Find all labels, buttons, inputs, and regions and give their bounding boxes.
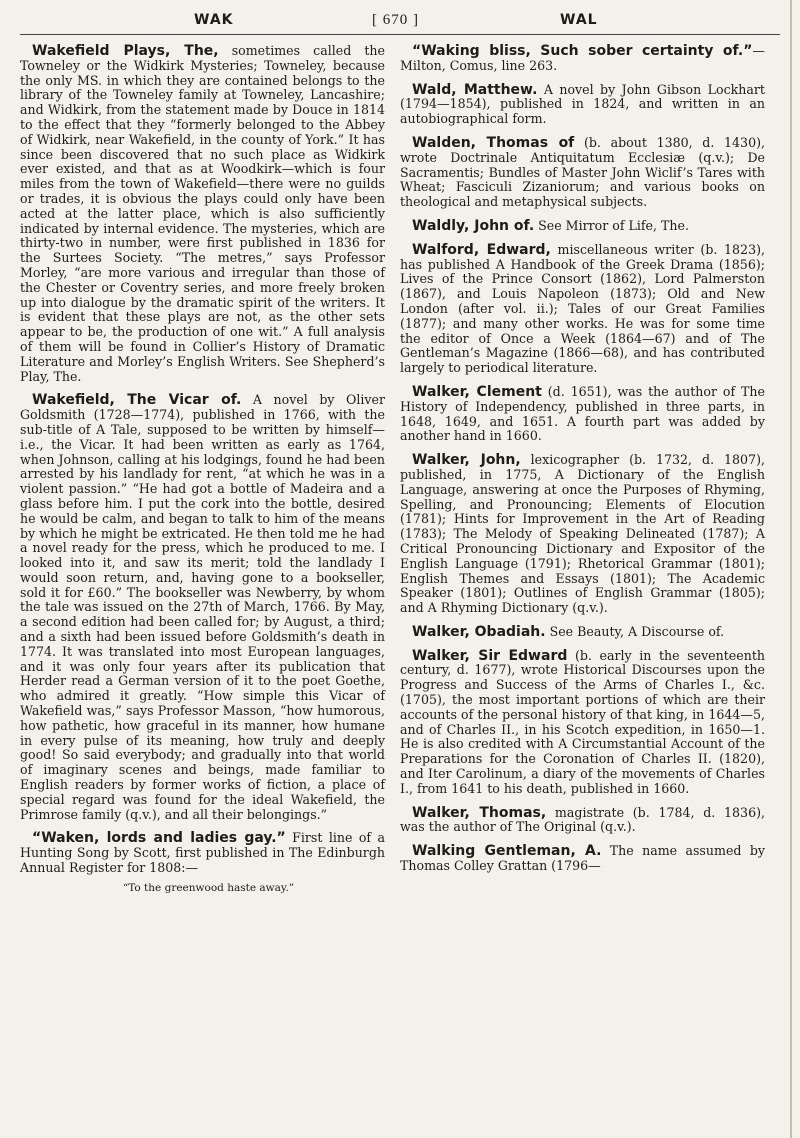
entry-headword: Walford, Edward, <box>412 241 551 258</box>
entry-text: sometimes called the Towneley or the Widkirk Mysteries; Towneley, because the only MS. in which they are contained belongs to the library of the Towneley family at Towneley, Lancashire; and Widkirk, from the statement made by Douce in 1814 to the effect that they “formerly belonged to the Abbey of Widkirk, near Wakefield, in the county of York.” It has since been discovered that no such place as Widkirk ever existed, and that as at Woodkirk—which is four miles from the town of Wakefield—there were no guilds or trades, it is obvious the plays could only have been acted at the latter place, which is also sufficiently indicated by internal evidence. The mysteries, which are thirty-two in number, were first published in 1836 for the Surtees Society. “The metres,” says Professor Morley, “are more various and irregular than those of the Chester or Coventry series, and more freely broken up into dialogue by the dramatic spirit of the writers. It is evident that these plays are not, as the other sets appear to be, the production of one wit.” A full analysis of them will be found in Collier’s History of Dramatic Literature and Morley’s English Writers. See Shepherd’s Play, The. <box>20 43 385 384</box>
entry-headword: “Waking bliss, Such sober certainty of.” <box>412 43 753 59</box>
entry-headword: Wakefield Plays, The, <box>32 43 219 59</box>
entry <box>400 844 765 874</box>
entry <box>400 625 765 640</box>
entry-headword: Wakefield, The Vicar of. <box>32 392 242 409</box>
running-head-left: WAK <box>194 12 234 28</box>
entry-text: First line of a Hunting Song by Scott, first published in The Edinburgh Annual Register for 1808:— <box>20 830 385 876</box>
entry <box>20 831 385 875</box>
entry-headword: Walker, John, <box>412 452 521 469</box>
page-number: [ 670 ] <box>372 12 419 28</box>
left-column <box>20 44 385 905</box>
quoted-line <box>20 881 385 896</box>
entry <box>20 393 385 822</box>
entry <box>400 219 765 234</box>
entry-text: (d. 1651), was the author of The History of Independency, published in three parts, in 1648, 1649, and 1651. A fourth part was added by another hand in 1660. <box>400 383 765 444</box>
running-head-right: WAL <box>560 12 598 28</box>
entry-headword: Walking Gentleman, A. <box>412 843 602 860</box>
entry-headword: Walker, Obadiah. <box>412 623 546 640</box>
entry <box>400 136 765 210</box>
entry-headword: Walker, Thomas, <box>412 804 547 821</box>
entry-text: The name assumed by Thomas Colley Grattan (1796— <box>400 843 765 874</box>
entry <box>400 243 765 376</box>
entry-text: (b. early in the seventeenth century, d. 1677), wrote Historical Discourses upon the Progress and Success of the Arms of Charles I., &c. (1705), the most important portions of which are their accounts of the personal history of that king, in 1644—5, and of Charles II., in his Scotch expedition, in 1650—1. He is also credited with A Circumstantial Account of the Preparations for the Coronation of Charles II. (1820), and Iter Carolinum, a diary of the movements of Charles I., from 1641 to his death, published in 1660. <box>400 647 765 796</box>
entry-text: A novel by Oliver Goldsmith (1728—1774), published in 1766, with the sub-title of A Tale, supposed to be written by himself—i.e., the Vicar. It had been written as early as 1764, when Johnson, calling at his lodgings, found he had been arrested by his landlady for rent, “at which he was in a violent passion.” “He had got a bottle of Madeira and a glass before him. I put the cork into the bottle, desired he would be calm, and began to talk to him of the means by which he might be extricated. He then told me he had a novel ready for the press, which he produced to me. I looked into it, and saw its merit; told the landlady I would soon return, and, having gone to a bookseller, sold it for £60.” The bookseller was Newberry, by whom the tale was issued on the 27th of March, 1766. By May, a second edition had been called for; by August, a third; and a sixth had been issued before Goldsmith’s death in 1774. It was translated into most European languages, and it was only four years after its publication that Herder read a German version of it to the poet Goethe, who admired it greatly. “How simple this Vicar of Wakefield was,” says Professor Masson, “how humorous, how pathetic, how graceful in its manner, how humane in every pulse of its meaning, how truly and deeply good! So said everybody; and gradually into that world of imaginary scenes and beings, made familiar to English readers by former works of fiction, a place of special regard was found for the ideal Wakefield, the Primrose family (q.v.), and all their belongings.” <box>20 392 386 822</box>
entry-headword: Walden, Thomas of <box>412 134 575 151</box>
entry-text: A novel by John Gibson Lockhart (1794—1854), published in 1824, and written in an autobiographical form. <box>400 81 765 127</box>
entry-text: “To the greenwood haste away.” <box>122 881 295 894</box>
right-column <box>400 44 765 883</box>
entry-headword: Waldly, John of. <box>412 217 535 234</box>
header-rule <box>20 34 780 35</box>
entry-headword: “Waken, lords and ladies gay.” <box>32 830 286 847</box>
entry <box>400 385 765 444</box>
entry-text: See Beauty, A Discourse of. <box>545 623 725 639</box>
entry-headword: Walker, Sir Edward <box>412 647 568 664</box>
entry <box>400 649 765 797</box>
entry <box>400 83 765 127</box>
entry-text: (b. about 1380, d. 1430), wrote Doctrinale Antiquitatum Ecclesiæ (q.v.); De Sacramentis; Bundles of Master John Wiclif’s Tares with Wheat; Fasciculi Zizaniorum; and various books on theological and metaphysical subjects. <box>400 134 765 210</box>
entry <box>400 44 765 74</box>
entry-text: miscellaneous writer (b. 1823), has published A Handbook of the Greek Drama (1856); Lives of the Prince Consort (1862), Lord Palmerston (1867), and Louis Napoleon (1873); Old and New London (after vol. ii.); Tales of our Great Families (1877); and many other works. He was for some time the editor of Once a Week (1864—67) and of The Gentleman’s Magazine (1866—68), and has contributed largely to periodical literature. <box>400 241 765 376</box>
entry-headword: Walker, Clement <box>412 383 542 400</box>
entry <box>20 44 385 384</box>
entry-text: —Milton, Comus, line 263. <box>400 43 765 73</box>
entry-text: lexicographer (b. 1732, d. 1807), published, in 1775, A Dictionary of the English Language, answering at once the Purposes of Rhyming, Spelling, and Pronouncing; Elements of Elocution (1781); Hints for Improvement in the Art of Reading (1783); The Melody of Speaking Delineated (1787); A Critical Pronouncing Dictionary and Expositor of the English Language (1791); Rhetorical Grammar (1801); English Themes and Essays (1801); The Academic Speaker (1801); Outlines of English Grammar (1805); and A Rhyming Dictionary (q.v.). <box>400 452 765 616</box>
entry <box>400 453 765 616</box>
entry-text: See Mirror of Life, The. <box>534 217 689 233</box>
entry-headword: Wald, Matthew. <box>412 81 538 98</box>
entry <box>400 806 765 836</box>
entry-text: magistrate (b. 1784, d. 1836), was the author of The Original (q.v.). <box>400 804 765 835</box>
page-edge <box>790 0 792 1138</box>
